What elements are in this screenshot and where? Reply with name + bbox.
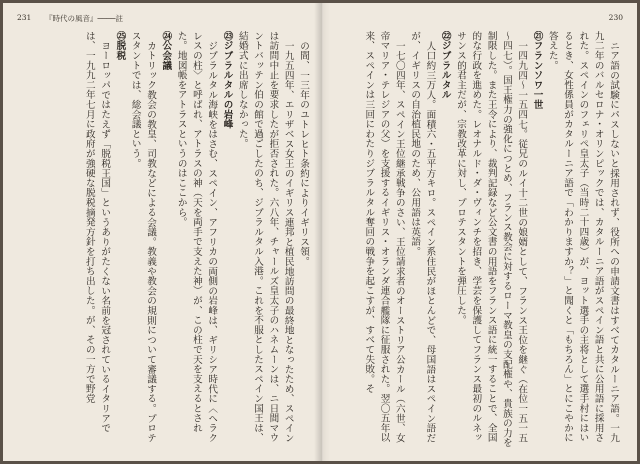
- note-paragraph: 一九五四年、エリザベス女王のイギリス連邦と植民地訪問の最終地となったため、スペインは訪問中止を要求したが拒否された。六八年、チャールズ皇太子のハネムーンは、ニ日間マウントバッテン伯の館で過ごしたのち、ジブラルタル入港。これを不服としたスペイン国王は、結婚式に出席しなかった。: [236, 31, 294, 443]
- right-page-number: 230: [608, 13, 623, 22]
- left-page-number: 231: [17, 13, 32, 22]
- running-head: 『時代の風音』────註: [45, 14, 124, 23]
- note-heading: ㉑フランソワ一世: [531, 31, 543, 110]
- note-paragraph: 人口約三万人。面積六・五平方キロ。スペイン系住民がほとんどで、母国語はスペイン語だが、イギリスの自治植民地のため、公用語は英語。: [409, 31, 436, 443]
- note-paragraph: ジブラルタル海峡をはさむ、スペイン、アフリカの両側の岩峰は、ギリシア時代に〈ヘラクレスの柱〉と呼ばれ、アトラスの神（天を両手で支えた神）が、この柱で天を支えるとされた。地図帳をアトラスというのはここから。: [175, 31, 218, 443]
- book-spread: [3, 3, 637, 461]
- left-page-body: [51, 31, 311, 449]
- left-page: [3, 3, 319, 461]
- note-heading: ㉕脱税: [114, 31, 126, 61]
- note-paragraph: カトリック教会の教皇、司教などによる会議。教義や教会の規則について審議する。プロテスタントでは、総会議という。: [129, 31, 157, 443]
- note-paragraph: の間、一三年のユトレヒト条約によりイギリス領。: [298, 40, 309, 266]
- note-paragraph: 一四九四～一五四七。従兄のルイ十二世の娘婿として、フランス王位を継ぐ（在位一五一五～四七）。国王権力の強化につとめ、フランス教会に対するローマ教皇の支配権や、貴族の力を制限した。また王令により、裁判記録など公文書の用語をフランス語に統一することで、全国的な行政を進めた。レオナルド・ダ・ヴィンチを招き、学芸を保護してフランス最初のルネッサンス的君主だが、宗教改革に対し、プロテスタントを弾圧した。: [455, 31, 528, 448]
- note-heading: ㉒ジブラルタル: [439, 31, 451, 100]
- note-heading: ㉔公会議: [160, 31, 172, 71]
- note-paragraph: 一七〇四年、スペイン王位継承戦争のさい、王位請求者のオーストリア公カール（六世、女帝マリア・テレジアの父）を支援するイギリス・オランダ連合艦隊に征服された。翌〇五年以来、スペインは三回にわたりジブラルタル奪回の戦争を起こすが、すべて失敗。そ: [363, 31, 405, 443]
- note-paragraph: ヨーロッパではたえず「脱税王国」というありがたくない名前を冠されているイタリアでは、一九九二年七月に政府が強硬な脱税摘発方針を打ち出した。が、その一方で野党: [83, 31, 111, 433]
- note-paragraph: ニア語の試験にパスしないと採用されず、役所への申請文書はすべてカタルーニア語。一九九二年のバルセロナ・オリンピックでは、カタルーニア語がスペイン語と共に公用語に採用された。スペインのフェリペ皇太子（当時二十四歳）が、ヨット選手の主将として選手村にはいるとき、女性係員がカタルーニア語で「わかりますか？」と聞くと「もちろん」とにこやかに答えた。: [546, 31, 619, 443]
- right-page-body: [329, 31, 621, 449]
- right-page: [321, 3, 637, 461]
- note-heading: ㉓ジブラルタルの岩峰: [221, 31, 233, 129]
